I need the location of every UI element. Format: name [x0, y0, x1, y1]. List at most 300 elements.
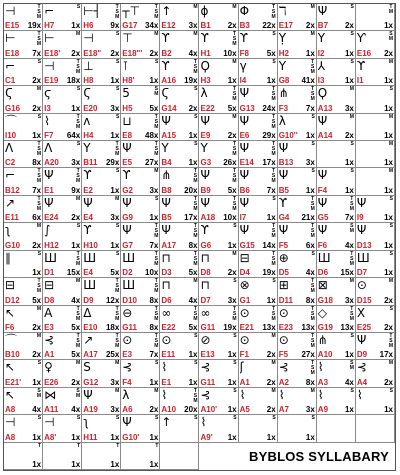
- sign-cell: [356, 223, 395, 250]
- sign-count: 7x: [305, 103, 315, 113]
- sign-cell: [4, 4, 43, 31]
- sign-count: 2x: [71, 213, 81, 223]
- position-marks: [115, 389, 119, 394]
- sign-code: E5: [122, 158, 133, 168]
- position-mark: T: [311, 360, 315, 367]
- position-mark: T: [193, 223, 197, 230]
- sign-count: 8x: [305, 295, 315, 305]
- sign-code: F6: [317, 240, 328, 250]
- sign-glyph: [44, 443, 72, 458]
- position-mark: S: [311, 310, 315, 317]
- sign-count: 1x: [344, 185, 354, 195]
- position-marks: [389, 334, 393, 349]
- sign-cell: [4, 31, 43, 58]
- sign-count: 1x: [110, 432, 120, 442]
- sign-cell: [82, 141, 121, 168]
- position-marks: [311, 60, 315, 75]
- sign-cell: [43, 306, 82, 333]
- sign-cell: [82, 333, 121, 360]
- sign-code: G10: [5, 240, 21, 250]
- sign-code: D7: [356, 268, 368, 278]
- position-mark: S: [232, 146, 237, 153]
- position-marks: [272, 361, 276, 366]
- sign-count: 2x: [227, 21, 237, 31]
- sign-glyph: Ψ: [317, 113, 328, 128]
- position-mark: M: [36, 178, 42, 185]
- sign-glyph: [357, 114, 385, 129]
- sign-code: E1: [44, 185, 54, 195]
- position-marks: [116, 60, 119, 65]
- position-mark: T: [38, 442, 42, 449]
- sign-cell: [317, 388, 356, 415]
- sign-cell: [278, 114, 317, 141]
- sign-count: 1x: [266, 432, 276, 442]
- sign-glyph: Ш: [122, 250, 136, 265]
- position-mark: S: [155, 58, 159, 65]
- sign-code: G11: [122, 322, 137, 332]
- sign-count: 1x: [384, 268, 393, 278]
- sign-cell: [160, 196, 199, 223]
- sign-count: 13x: [340, 322, 354, 332]
- sign-count: 48x: [145, 131, 159, 141]
- position-marks: [233, 279, 236, 284]
- position-mark: S: [76, 173, 80, 180]
- sign-cell: [317, 196, 356, 223]
- sign-cell: [4, 333, 43, 360]
- sign-count: 3x: [305, 158, 315, 168]
- position-marks: [37, 389, 41, 399]
- position-marks: [272, 252, 276, 267]
- sign-code: B3: [239, 21, 250, 31]
- position-mark: S: [350, 200, 354, 207]
- sign-cell: [278, 388, 317, 415]
- sign-code: D10: [122, 295, 137, 305]
- sign-cell: [239, 168, 278, 195]
- position-mark: S: [194, 141, 198, 148]
- position-mark: M: [232, 41, 237, 48]
- sign-cell: [317, 360, 356, 387]
- position-mark: T: [37, 4, 41, 10]
- sign-count: 1x: [384, 21, 393, 31]
- position-mark: S: [115, 9, 119, 15]
- position-mark: M: [271, 178, 276, 185]
- sign-code: D1: [44, 268, 55, 278]
- position-mark: M: [193, 68, 198, 75]
- position-mark: S: [271, 310, 276, 317]
- sign-code: A18: [200, 213, 216, 223]
- sign-cell: [278, 4, 317, 31]
- sign-count: 1x: [266, 213, 276, 223]
- position-mark: T: [350, 305, 354, 312]
- sign-code: B7: [317, 21, 329, 31]
- position-marks: [350, 224, 354, 234]
- sign-cell: [356, 4, 395, 31]
- position-mark: M: [76, 68, 81, 75]
- sign-count: 1x: [305, 432, 315, 442]
- position-marks: [76, 197, 80, 202]
- sign-cell: [317, 278, 356, 305]
- sign-glyph: [240, 415, 268, 430]
- position-mark: S: [37, 113, 42, 120]
- sign-cell: [356, 306, 395, 333]
- sign-cell: [4, 388, 43, 415]
- sign-count: 1x: [227, 76, 237, 86]
- sign-code: A1: [239, 377, 250, 387]
- sign-code: F6: [5, 322, 15, 332]
- position-marks: [350, 197, 354, 212]
- position-mark: T: [232, 31, 237, 38]
- sign-glyph: [5, 443, 33, 458]
- position-mark: S: [350, 332, 354, 339]
- position-mark: S: [115, 223, 120, 230]
- sign-cell: [4, 415, 43, 442]
- sign-code: D12: [5, 295, 20, 305]
- position-mark: S: [233, 415, 237, 422]
- position-mark: T: [232, 195, 237, 202]
- position-mark: S: [233, 332, 237, 339]
- sign-cell: [4, 306, 43, 333]
- position-mark: M: [388, 168, 393, 175]
- position-marks: [233, 361, 236, 366]
- position-marks: [232, 252, 236, 257]
- sign-cell: [278, 415, 317, 442]
- sign-code: G6: [200, 240, 212, 250]
- sign-code: B9: [200, 185, 211, 195]
- sign-code: H2: [278, 48, 289, 58]
- position-mark: S: [233, 278, 237, 285]
- position-marks: [350, 361, 354, 371]
- position-mark: T: [37, 168, 41, 175]
- position-mark: S: [76, 387, 80, 394]
- sign-cell: [317, 114, 356, 141]
- sign-cell: [278, 223, 317, 250]
- sign-cell: [121, 31, 160, 58]
- position-marks: [193, 60, 197, 75]
- sign-count: 2x: [71, 377, 81, 387]
- position-mark: T: [154, 4, 158, 10]
- sign-count: 1x: [110, 459, 120, 469]
- sign-cell: [239, 59, 278, 86]
- position-mark: S: [350, 58, 354, 65]
- sign-count: 2x: [266, 405, 276, 415]
- sign-cell: [82, 114, 121, 141]
- position-marks: [351, 60, 354, 65]
- position-mark: T: [272, 113, 276, 120]
- sign-count: 1x: [32, 459, 42, 469]
- sign-code: A10': [200, 405, 218, 415]
- position-mark: T: [154, 141, 158, 148]
- position-marks: [154, 115, 158, 130]
- position-mark: T: [350, 250, 354, 257]
- sign-count: 1x: [149, 432, 159, 442]
- sign-glyph: Ψ: [356, 195, 367, 210]
- sign-glyph: [357, 168, 385, 183]
- position-marks: [154, 87, 158, 97]
- sign-glyph: Ψ: [122, 223, 132, 238]
- sign-count: 3x: [149, 185, 159, 195]
- position-mark: M: [36, 223, 42, 230]
- position-mark: S: [272, 31, 276, 38]
- sign-code: G11: [200, 377, 216, 387]
- position-mark: M: [349, 205, 354, 212]
- sign-glyph: ⌇: [161, 387, 168, 402]
- sign-cell: [43, 168, 82, 195]
- sign-cell: [160, 388, 199, 415]
- position-mark: S: [76, 337, 80, 344]
- sign-glyph: [357, 4, 385, 19]
- sign-code: E8: [122, 131, 133, 141]
- position-mark: T: [311, 278, 315, 285]
- sign-glyph: ϒ: [122, 168, 131, 183]
- sign-glyph: ⊰: [122, 360, 133, 375]
- position-mark: M: [36, 14, 42, 20]
- position-marks: [232, 60, 236, 65]
- sign-code: A1: [44, 350, 55, 360]
- position-mark: S: [389, 305, 393, 312]
- sign-glyph: ϒ: [83, 168, 92, 183]
- sign-code: I4: [239, 76, 247, 86]
- position-marks: [232, 32, 236, 47]
- sign-glyph: ⊥: [83, 58, 94, 73]
- position-mark: S: [233, 387, 237, 394]
- position-mark: M: [76, 278, 81, 285]
- position-mark: M: [388, 9, 393, 15]
- sign-glyph: A: [44, 305, 53, 320]
- sign-code: E10: [83, 322, 98, 332]
- sign-cell: [356, 141, 395, 168]
- position-marks: [390, 389, 393, 394]
- position-mark: S: [37, 360, 42, 367]
- sign-code: H10: [83, 240, 98, 250]
- position-mark: M: [36, 205, 42, 212]
- sign-cell: [121, 251, 160, 278]
- position-mark: M: [76, 392, 81, 399]
- position-mark: T: [116, 442, 120, 449]
- position-mark: S: [389, 31, 393, 38]
- sign-count: 3x: [110, 377, 120, 387]
- position-mark: M: [310, 68, 315, 75]
- position-mark: S: [76, 4, 81, 10]
- position-mark: T: [193, 305, 197, 312]
- sign-count: 1x: [32, 432, 42, 442]
- position-marks: [390, 252, 393, 257]
- position-marks: [115, 307, 119, 322]
- position-marks: [115, 279, 119, 294]
- position-mark: S: [155, 415, 159, 422]
- position-mark: M: [115, 288, 120, 295]
- sign-code: G9: [122, 213, 133, 223]
- position-mark: M: [154, 123, 159, 130]
- sign-count: 3x: [344, 103, 354, 113]
- position-marks: [311, 197, 315, 212]
- position-mark: S: [154, 255, 158, 262]
- sign-glyph: ↖: [5, 387, 16, 402]
- position-mark: S: [389, 195, 393, 202]
- sign-glyph: Ϙ: [317, 86, 328, 101]
- sign-code: E3: [44, 322, 54, 332]
- sign-code: G3: [200, 158, 212, 168]
- position-marks: [232, 142, 236, 157]
- sign-cell: [278, 86, 317, 113]
- sign-cell: [199, 114, 238, 141]
- position-mark: S: [350, 168, 354, 175]
- position-mark: M: [388, 278, 393, 285]
- sign-count: 4x: [71, 405, 81, 415]
- sign-glyph: ⊺: [122, 58, 129, 73]
- sign-glyph: ⊙: [356, 278, 367, 293]
- position-marks: [194, 416, 197, 421]
- position-mark: M: [36, 288, 42, 295]
- position-marks: [116, 444, 119, 449]
- sign-cell: [239, 251, 278, 278]
- position-mark: T: [76, 168, 80, 175]
- sign-glyph: ∥: [5, 250, 11, 265]
- position-mark: S: [193, 255, 198, 262]
- position-marks: [351, 334, 354, 339]
- sign-count: 9x: [110, 21, 120, 31]
- sign-count: 4x: [188, 295, 198, 305]
- position-marks: [194, 334, 197, 339]
- sign-cell: [199, 168, 238, 195]
- position-marks: [76, 169, 80, 184]
- sign-cell: [43, 415, 82, 442]
- sign-count: 6x: [305, 240, 315, 250]
- position-mark: M: [310, 315, 315, 322]
- sign-count: 21x: [301, 213, 315, 223]
- position-mark: T: [115, 4, 119, 10]
- sign-glyph: [357, 86, 385, 101]
- position-marks: [37, 197, 41, 212]
- sign-glyph: [122, 443, 150, 458]
- sign-cell: [4, 59, 43, 86]
- sign-cell: [121, 360, 160, 387]
- sign-code: D13: [356, 240, 372, 250]
- position-mark: M: [76, 31, 81, 38]
- position-mark: S: [194, 113, 198, 120]
- sign-code: D15: [356, 295, 372, 305]
- sign-cell: [160, 306, 199, 333]
- sign-count: 20x: [184, 185, 198, 195]
- sign-count: 34x: [145, 21, 159, 31]
- sign-glyph: Υ: [278, 58, 287, 73]
- position-marks: [155, 361, 158, 366]
- sign-glyph: ⌐: [5, 58, 16, 73]
- sign-glyph: ∞: [161, 305, 172, 320]
- sign-count: 2x: [149, 405, 159, 415]
- sign-glyph: Ψ: [317, 195, 328, 210]
- position-mark: T: [154, 332, 158, 339]
- position-mark: S: [76, 415, 81, 422]
- sign-glyph: ⊠: [317, 278, 328, 293]
- sign-code: I2: [317, 48, 325, 58]
- sign-cell: [278, 196, 317, 223]
- sign-code: A5: [239, 405, 250, 415]
- position-mark: S: [233, 223, 237, 230]
- sign-count: 3x: [110, 213, 120, 223]
- sign-code: F1: [239, 350, 249, 360]
- position-mark: T: [311, 223, 315, 230]
- position-marks: [272, 307, 276, 322]
- sign-glyph: ⌇: [317, 360, 324, 375]
- sign-cell: [317, 31, 356, 58]
- position-mark: T: [232, 141, 237, 148]
- sign-glyph: ⌇: [356, 387, 363, 402]
- sign-glyph: γ: [239, 58, 247, 73]
- sign-cell: [278, 360, 317, 387]
- position-mark: M: [271, 123, 276, 130]
- sign-glyph: Ψ: [278, 168, 289, 183]
- sign-glyph: Ψ: [239, 168, 250, 183]
- sign-glyph: ϕ: [200, 4, 209, 18]
- sign-glyph: Ψ: [161, 195, 171, 210]
- sign-code: D9: [356, 350, 368, 360]
- sign-code: E11: [161, 350, 176, 360]
- position-mark: M: [115, 387, 120, 394]
- sign-glyph: ⊞: [278, 278, 289, 293]
- position-mark: S: [37, 146, 41, 153]
- position-mark: S: [350, 31, 354, 38]
- position-mark: T: [350, 195, 354, 202]
- position-mark: M: [193, 260, 198, 267]
- sign-glyph: Ψ: [200, 113, 210, 128]
- position-marks: [77, 5, 80, 10]
- sign-code: E1: [161, 377, 172, 387]
- position-mark: M: [349, 86, 354, 93]
- position-mark: M: [154, 342, 159, 349]
- position-mark: S: [37, 173, 41, 180]
- sign-code: I3: [44, 103, 51, 113]
- position-marks: [37, 5, 41, 20]
- sign-cell: [43, 223, 82, 250]
- sign-glyph: ⌇: [44, 113, 50, 128]
- sign-glyph: Ψ: [200, 195, 210, 210]
- position-marks: [154, 334, 158, 349]
- sign-code: B13: [278, 158, 294, 168]
- sign-code: G19: [317, 322, 333, 332]
- sign-glyph: ⊰: [278, 360, 289, 375]
- sign-cell: [239, 360, 278, 387]
- sign-glyph: ⌇: [317, 387, 324, 402]
- sign-glyph: 5: [122, 86, 130, 101]
- sign-cell: [317, 141, 356, 168]
- sign-code: E21: [239, 322, 254, 332]
- sign-count: 7x: [149, 350, 159, 360]
- sign-glyph: ʅ: [83, 415, 89, 430]
- position-marks: [311, 334, 315, 349]
- position-mark: T: [37, 31, 41, 38]
- sign-glyph: Y: [161, 141, 169, 156]
- position-mark: M: [115, 195, 120, 202]
- sign-glyph: X: [356, 305, 366, 320]
- position-marks: [232, 5, 236, 10]
- sign-count: 5x: [227, 185, 237, 195]
- sign-glyph: ↗: [5, 195, 16, 210]
- sign-cell: [278, 251, 317, 278]
- sign-code: E20: [83, 103, 98, 113]
- sign-count: 2x: [384, 295, 393, 305]
- position-marks: [311, 5, 315, 10]
- position-marks: [389, 142, 393, 147]
- position-marks: [116, 416, 119, 421]
- sign-code: E6: [239, 131, 250, 141]
- sign-glyph: Λ: [44, 141, 53, 156]
- sign-count: 3x: [344, 295, 354, 305]
- sign-code: A8: [5, 432, 16, 442]
- position-mark: M: [36, 392, 42, 399]
- sign-code: D6: [317, 268, 329, 278]
- position-marks: [155, 197, 158, 202]
- position-mark: S: [37, 36, 41, 43]
